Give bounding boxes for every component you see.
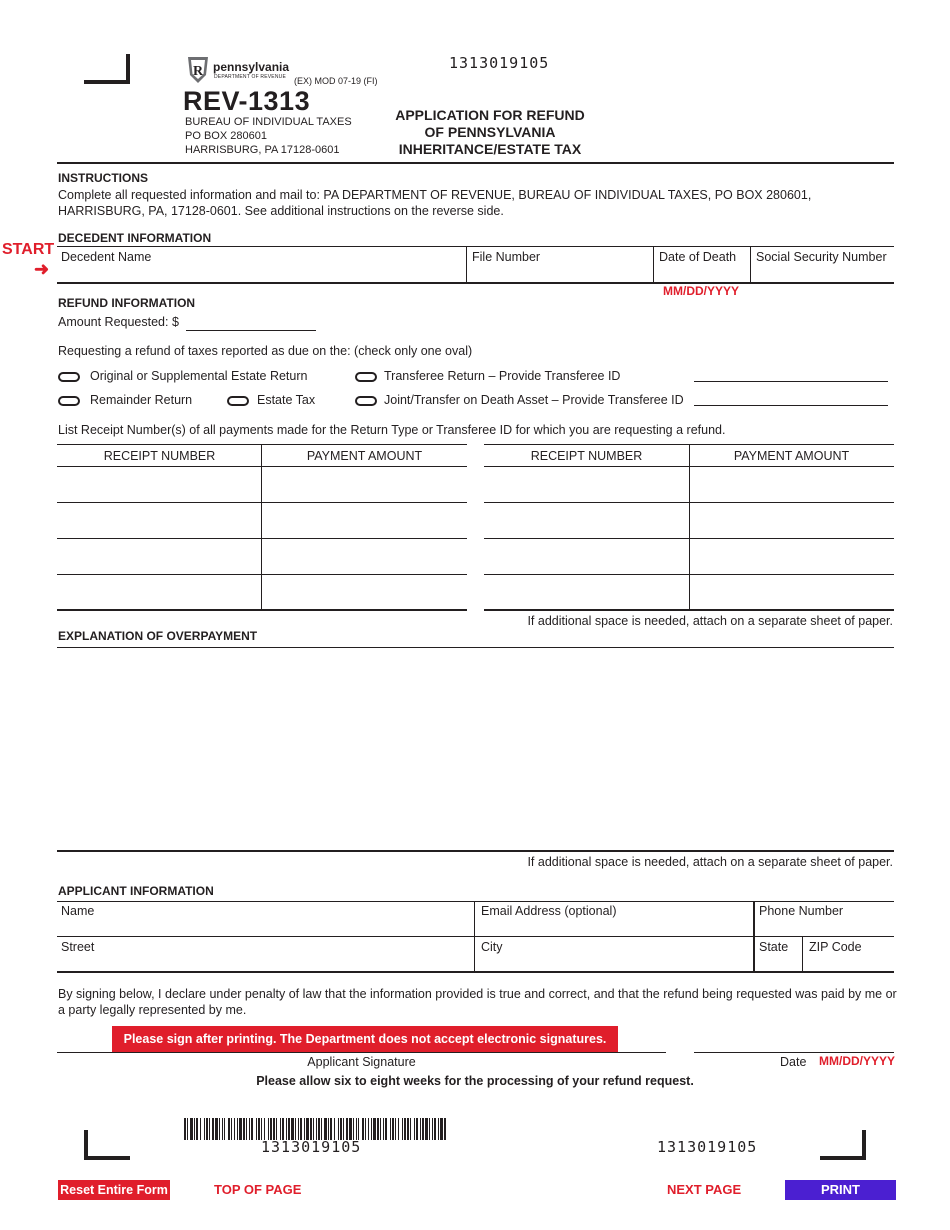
- street-input[interactable]: [60, 954, 470, 970]
- barcode-bar: [338, 1118, 339, 1140]
- explanation-textarea[interactable]: [58, 650, 893, 848]
- applicant-bottom-line: [57, 971, 894, 973]
- receipt-table-left-line: [57, 502, 467, 503]
- barcode-bar: [298, 1118, 299, 1140]
- barcode-bar: [313, 1118, 314, 1140]
- receipt-number-input[interactable]: [487, 478, 685, 498]
- decedent-top-line: [57, 246, 894, 247]
- barcode-bar: [246, 1118, 247, 1140]
- barcode-bar: [310, 1118, 312, 1140]
- oval-remainder-return[interactable]: [58, 396, 80, 406]
- zip-label: ZIP Code: [809, 940, 862, 954]
- top-of-page-link[interactable]: TOP OF PAGE: [214, 1182, 302, 1197]
- date-of-death-format: MM/DD/YYYY: [663, 284, 740, 298]
- barcode-bar: [194, 1118, 195, 1140]
- barcode-bar: [383, 1118, 384, 1140]
- decedent-section-title: DECEDENT INFORMATION: [58, 231, 212, 245]
- applicant-section-title: APPLICANT INFORMATION: [58, 884, 214, 898]
- barcode-bar: [239, 1118, 242, 1140]
- form-title-line-2: OF PENNSYLVANIA: [424, 124, 556, 140]
- header-divider: [57, 162, 894, 164]
- option-estate-tax-label: Estate Tax: [257, 393, 316, 407]
- barcode-bar: [212, 1118, 214, 1140]
- barcode-bar: [356, 1118, 357, 1140]
- start-label: START: [2, 241, 55, 258]
- applicant-name-label: Name: [61, 904, 95, 918]
- payment-col-header-left: PAYMENT AMOUNT: [306, 449, 423, 463]
- reset-form-button[interactable]: Reset Entire Form: [58, 1180, 170, 1200]
- barcode-bar: [349, 1118, 352, 1140]
- barcode-bar: [368, 1118, 369, 1140]
- barcode-bar: [328, 1118, 329, 1140]
- receipt-table-left-divider: [261, 444, 262, 610]
- barcode-bar: [258, 1118, 260, 1140]
- date-of-death-label: Date of Death: [659, 250, 737, 264]
- barcode-bar: [234, 1118, 235, 1140]
- barcode-bar: [222, 1118, 223, 1140]
- barcode-bar: [353, 1118, 354, 1140]
- receipt-table-left-top: [57, 444, 467, 445]
- barcode-bar: [288, 1118, 290, 1140]
- corner-mark-top-left: [84, 54, 130, 84]
- signature-label: Applicant Signature: [307, 1055, 416, 1069]
- barcode-bar: [425, 1118, 428, 1140]
- ocr-number-bottom: 1313019105: [657, 1138, 758, 1156]
- receipt-col-header-left: RECEIPT NUMBER: [103, 449, 216, 463]
- receipt-table-left-line: [57, 574, 467, 575]
- bureau-line-2: PO BOX 280601: [185, 130, 267, 142]
- barcode-bar: [318, 1118, 320, 1140]
- barcode-bar: [300, 1118, 302, 1140]
- phone-label: Phone Number: [759, 904, 844, 918]
- ssn-input[interactable]: [753, 265, 891, 281]
- decedent-divider-2: [653, 246, 654, 282]
- signature-line: [57, 1052, 666, 1053]
- explanation-additional-note: If additional space is needed, attach on a separate sheet of paper.: [527, 855, 893, 869]
- barcode-bar: [268, 1118, 269, 1140]
- receipt-table-left-bottom: [57, 609, 467, 611]
- barcode-bar: [440, 1118, 443, 1140]
- form-title-line-1: APPLICATION FOR REFUND: [395, 107, 585, 123]
- svg-text:R: R: [192, 64, 204, 79]
- barcode-bar: [434, 1118, 436, 1140]
- payment-amount-input[interactable]: [692, 514, 890, 534]
- decedent-divider-3: [750, 246, 751, 282]
- barcode-bar: [414, 1118, 415, 1140]
- keystone-logo-icon: [186, 57, 210, 83]
- decedent-name-label: Decedent Name: [61, 250, 152, 264]
- oval-transferee-return[interactable]: [355, 372, 377, 382]
- barcode: [184, 1118, 448, 1140]
- barcode-bar: [373, 1118, 376, 1140]
- transferee-id-input[interactable]: [694, 366, 887, 381]
- barcode-bar: [200, 1118, 201, 1140]
- instructions-text: Complete all requested information and mail to: PA DEPARTMENT OF REVENUE, BUREAU OF INDIVIDUAL TAXES, PO BOX 280601, HARRISBURG, PA, 17128-0601. See additional instructions on the reverse side.: [58, 188, 812, 218]
- option-remainder-label: Remainder Return: [90, 393, 193, 407]
- barcode-bar: [286, 1118, 287, 1140]
- signature-date-format: MM/DD/YYYY: [819, 1054, 896, 1068]
- phone-input[interactable]: [757, 919, 891, 935]
- barcode-bar: [334, 1118, 335, 1140]
- payment-amount-input[interactable]: [692, 586, 890, 606]
- receipt-number-input[interactable]: [487, 514, 685, 534]
- receipt-table-right-line: [484, 502, 894, 503]
- payment-amount-input[interactable]: [265, 478, 463, 498]
- barcode-bar: [243, 1118, 245, 1140]
- barcode-bar: [324, 1118, 327, 1140]
- refund-request-text: Requesting a refund of taxes reported as due on the: (check only one oval): [58, 344, 473, 358]
- barcode-bar: [420, 1118, 421, 1140]
- barcode-bar: [316, 1118, 317, 1140]
- city-input[interactable]: [478, 954, 750, 970]
- barcode-bar: [282, 1118, 284, 1140]
- option-joint-label: Joint/Transfer on Death Asset – Provide Transferee ID: [384, 393, 684, 407]
- barcode-bar: [251, 1118, 253, 1140]
- amount-requested-label: Amount Requested: $: [58, 315, 179, 329]
- applicant-divider-1: [474, 901, 475, 971]
- refund-section-title: REFUND INFORMATION: [58, 296, 196, 310]
- receipt-table-right-line: [484, 574, 894, 575]
- barcode-bar: [444, 1118, 446, 1140]
- barcode-bar: [330, 1118, 332, 1140]
- barcode-bar: [321, 1118, 322, 1140]
- payment-amount-input[interactable]: [265, 514, 463, 534]
- barcode-bar: [429, 1118, 430, 1140]
- barcode-bar: [224, 1118, 225, 1140]
- receipt-number-input[interactable]: [487, 550, 685, 570]
- email-input[interactable]: [478, 919, 750, 935]
- barcode-number: 1313019105: [261, 1138, 362, 1156]
- next-page-link[interactable]: NEXT PAGE: [667, 1182, 742, 1197]
- receipt-number-input[interactable]: [487, 586, 685, 606]
- barcode-bar: [432, 1118, 433, 1140]
- street-label: Street: [61, 940, 95, 954]
- barcode-bar: [219, 1118, 220, 1140]
- state-label: State: [759, 940, 789, 954]
- oval-original-return[interactable]: [58, 372, 80, 382]
- payment-col-header-right: PAYMENT AMOUNT: [733, 449, 850, 463]
- city-label: City: [481, 940, 503, 954]
- transferee-id-underline: [694, 381, 888, 382]
- receipt-additional-note: If additional space is needed, attach on a separate sheet of paper.: [527, 614, 893, 628]
- barcode-bar: [402, 1118, 403, 1140]
- barcode-bar: [410, 1118, 411, 1140]
- receipt-table-right-line: [484, 538, 894, 539]
- amount-requested-input[interactable]: [186, 313, 315, 329]
- barcode-bar: [184, 1118, 186, 1140]
- receipt-number-input[interactable]: [60, 514, 258, 534]
- zip-input[interactable]: [806, 954, 892, 970]
- form-title-line-3: INHERITANCE/ESTATE TAX: [398, 141, 582, 157]
- processing-note: Please allow six to eight weeks for the processing of your refund request.: [256, 1074, 694, 1088]
- barcode-bar: [306, 1118, 309, 1140]
- barcode-bar: [395, 1118, 396, 1140]
- decedent-divider-1: [466, 246, 467, 282]
- bureau-line-3: HARRISBURG, PA 17128-0601: [185, 144, 340, 156]
- barcode-bar: [422, 1118, 424, 1140]
- barcode-bar: [291, 1118, 294, 1140]
- barcode-bar: [187, 1118, 188, 1140]
- email-label: Email Address (optional): [481, 904, 617, 918]
- logo-text: pennsylvania: [213, 60, 290, 74]
- barcode-bar: [206, 1118, 208, 1140]
- applicant-divider-3: [802, 936, 803, 971]
- payment-amount-input[interactable]: [265, 586, 463, 606]
- amount-requested-underline: [186, 330, 316, 331]
- barcode-bar: [416, 1118, 418, 1140]
- file-number-input[interactable]: [470, 265, 650, 281]
- receipt-table-left-line: [57, 466, 467, 467]
- logo-subtext: DEPARTMENT OF REVENUE: [214, 74, 286, 80]
- applicant-middle-line: [57, 936, 894, 937]
- barcode-bar: [261, 1118, 262, 1140]
- bureau-line-1: BUREAU OF INDIVIDUAL TAXES: [185, 116, 352, 128]
- barcode-bar: [304, 1118, 305, 1140]
- barcode-bar: [190, 1118, 193, 1140]
- payment-amount-input[interactable]: [692, 478, 890, 498]
- receipt-table-left-line: [57, 538, 467, 539]
- barcode-bar: [377, 1118, 379, 1140]
- barcode-bar: [249, 1118, 250, 1140]
- barcode-bar: [362, 1118, 364, 1140]
- barcode-bar: [392, 1118, 394, 1140]
- barcode-bar: [196, 1118, 198, 1140]
- explanation-bottom-line: [57, 850, 894, 852]
- barcode-bar: [390, 1118, 391, 1140]
- barcode-bar: [398, 1118, 399, 1140]
- explanation-top-line: [57, 647, 894, 648]
- barcode-bar: [228, 1118, 230, 1140]
- barcode-bar: [209, 1118, 210, 1140]
- receipt-table-right-divider: [689, 444, 690, 610]
- form-title: [370, 107, 610, 158]
- applicant-divider-2: [753, 901, 755, 971]
- receipt-table-right-line: [484, 466, 894, 467]
- barcode-bar: [270, 1118, 272, 1140]
- receipt-table-right-bottom: [484, 609, 894, 611]
- barcode-bar: [438, 1118, 439, 1140]
- declaration-text: By signing below, I declare under penalty of law that the information provided is true and correct, and that the refund being requested was paid by me or a party legally represented by me.: [58, 987, 897, 1017]
- instructions-title: INSTRUCTIONS: [58, 171, 148, 185]
- payment-amount-input[interactable]: [265, 550, 463, 570]
- barcode-bar: [256, 1118, 257, 1140]
- option-transferee-label: Transferee Return – Provide Transferee ID: [384, 369, 621, 383]
- date-label: Date: [780, 1055, 807, 1069]
- barcode-bar: [371, 1118, 372, 1140]
- decedent-bottom-line: [57, 282, 894, 284]
- barcode-bar: [231, 1118, 232, 1140]
- explanation-section-title: EXPLANATION OF OVERPAYMENT: [58, 629, 258, 643]
- start-arrow-icon: ➜: [34, 259, 50, 279]
- oval-estate-tax[interactable]: [227, 396, 249, 406]
- barcode-bar: [215, 1118, 218, 1140]
- barcode-bar: [365, 1118, 366, 1140]
- barcode-bar: [407, 1118, 409, 1140]
- receipt-number-input[interactable]: [60, 586, 258, 606]
- date-line: [694, 1052, 894, 1053]
- barcode-bar: [346, 1118, 348, 1140]
- ocr-number-top: 1313019105: [449, 54, 550, 72]
- oval-joint-transfer[interactable]: [355, 396, 377, 406]
- joint-transferee-id-input[interactable]: [694, 390, 887, 405]
- receipt-list-text: List Receipt Number(s) of all payments made for the Return Type or Transferee ID for which you are requesting a refund.: [58, 423, 726, 437]
- sign-after-printing-banner: Please sign after printing. The Department does not accept electronic signatures.: [112, 1026, 618, 1053]
- corner-mark-bottom-right: [820, 1130, 866, 1160]
- barcode-bar: [295, 1118, 296, 1140]
- option-original-label: Original or Supplemental Estate Return: [90, 369, 308, 383]
- barcode-bar: [380, 1118, 381, 1140]
- receipt-number-input[interactable]: [60, 478, 258, 498]
- file-number-label: File Number: [472, 250, 541, 264]
- print-button[interactable]: PRINT: [785, 1180, 896, 1200]
- barcode-bar: [280, 1118, 281, 1140]
- barcode-bar: [276, 1118, 277, 1140]
- barcode-bar: [404, 1118, 406, 1140]
- barcode-bar: [204, 1118, 205, 1140]
- barcode-bar: [273, 1118, 275, 1140]
- barcode-bar: [385, 1118, 387, 1140]
- mod-code: (EX) MOD 07-19 (FI): [294, 76, 378, 86]
- barcode-bar: [343, 1118, 344, 1140]
- state-input[interactable]: [757, 954, 800, 970]
- barcode-bar: [264, 1118, 265, 1140]
- receipt-number-input[interactable]: [60, 550, 258, 570]
- receipt-col-header-right: RECEIPT NUMBER: [530, 449, 643, 463]
- applicant-name-input[interactable]: [60, 919, 470, 935]
- joint-transferee-id-underline: [694, 405, 888, 406]
- form-number: REV-1313: [183, 86, 311, 116]
- barcode-bar: [237, 1118, 238, 1140]
- date-of-death-input[interactable]: [656, 265, 748, 281]
- corner-mark-bottom-left: [84, 1130, 130, 1160]
- ssn-label: Social Security Number: [756, 250, 887, 264]
- applicant-top-line: [57, 901, 894, 902]
- barcode-bar: [340, 1118, 342, 1140]
- decedent-name-input[interactable]: [60, 265, 462, 281]
- barcode-bar: [358, 1118, 359, 1140]
- payment-amount-input[interactable]: [692, 550, 890, 570]
